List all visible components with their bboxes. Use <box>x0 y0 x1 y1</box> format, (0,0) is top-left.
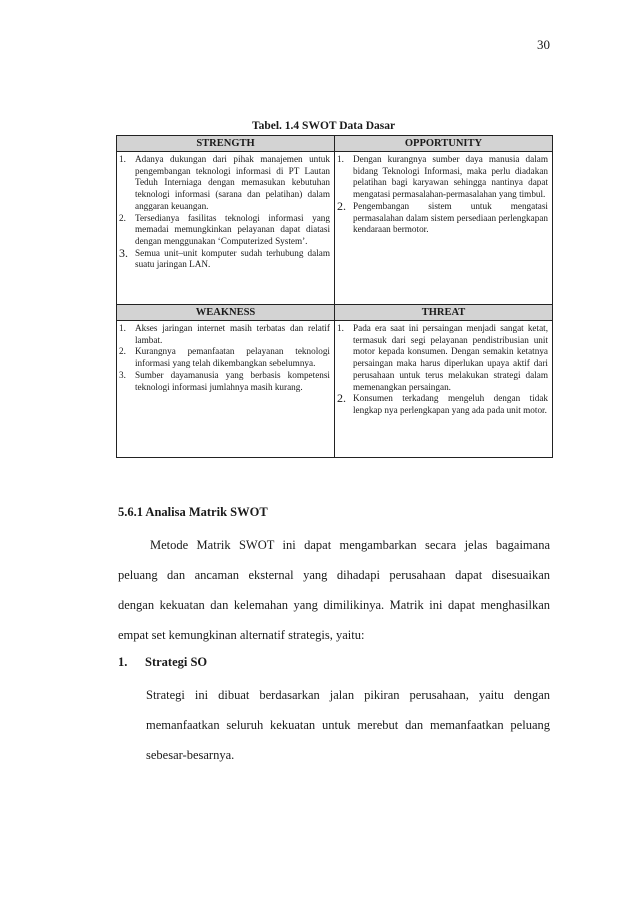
threat-item <box>335 323 548 393</box>
strength-item-number: 1. <box>119 154 126 164</box>
weakness-item-number: 2. <box>119 346 126 357</box>
strength-item <box>117 154 330 213</box>
opportunity-item-number: 1. <box>337 154 344 164</box>
weakness-item-text: Kurangnya pemanfaatan pelayanan teknologi informasi yang telah dikembangkan sebelumnya. <box>135 346 330 369</box>
strength-item-number: 2. <box>119 212 126 223</box>
strength-cell <box>117 152 335 305</box>
swot-table <box>116 135 553 458</box>
weakness-item-text: Sumber dayamanusia yang berbasis kompetensi teknologi informasi jumlahnya masih kurang. <box>135 369 330 392</box>
threat-item-number: 2. <box>337 391 346 406</box>
weakness-item-number: 1. <box>119 323 126 333</box>
list-item-title: Strategi SO <box>145 655 208 669</box>
list-item-number: 1. <box>118 655 128 669</box>
opportunity-item-text: Dengan kurangnya sumber daya manusia dalam bidang Teknologi Informasi, maka perlu diadakan pelatihan bagi karyawan sehingga nantinya dapat mengatasi permasalahan-permasalahan yang timbul. <box>353 154 548 200</box>
opportunity-item <box>335 154 548 201</box>
list-item-heading <box>118 655 207 670</box>
paragraph-line: dengan kekuatan dan kelemahan yang dimilikinya. Matrik ini dapat menghasilkan <box>118 598 550 612</box>
table-caption: Tabel. 1.4 SWOT Data Dasar <box>252 120 396 132</box>
strength-item <box>117 245 330 271</box>
threat-item-number: 1. <box>337 323 344 333</box>
paragraph-line: Metode Matrik SWOT ini dapat mengambarkan secara jelas bagaimana <box>150 538 550 552</box>
opportunity-item <box>335 198 548 236</box>
list-item-line: memanfaatkan seluruh kekuatan untuk merebut dan memanfaatkan peluang <box>146 718 550 732</box>
strength-item-text: Semua unit–unit komputer sudah terhubung dalam suatu jaringan LAN. <box>135 247 330 270</box>
paragraph-line: peluang dan ancaman eksternal yang dihadapi perusahaan dapat disesuaikan <box>118 568 550 582</box>
opportunity-header: OPPORTUNITY <box>335 136 553 152</box>
page-number: 30 <box>537 37 550 52</box>
weakness-item <box>117 323 330 346</box>
strength-item-text: Tersedianya fasilitas teknologi informasi yang memadai memungkinkan pelayanan dapat diatasi dengan menggunakan ‘Computerized System’. <box>135 212 330 246</box>
opportunity-cell <box>335 152 553 305</box>
paragraph-line: empat set kemungkinan alternatif strategis, yaitu: <box>118 628 365 642</box>
weakness-header: WEAKNESS <box>117 305 335 321</box>
strength-item-number: 3. <box>119 245 128 260</box>
weakness-item <box>117 346 330 369</box>
section-heading: 5.6.1 Analisa Matrik SWOT <box>118 505 268 519</box>
weakness-cell <box>117 321 335 458</box>
threat-item <box>335 393 548 416</box>
strength-item <box>117 213 330 248</box>
list-item-line: Strategi ini dibuat berdasarkan jalan pikiran perusahaan, yaitu dengan <box>146 688 550 702</box>
opportunity-item-text: Pengembangan sistem untuk mengatasi permasalahan dalam sistem persediaan perlengkapan kendaraan bermotor. <box>353 200 548 235</box>
list-item-line: sebesar-besarnya. <box>146 748 235 762</box>
threat-cell <box>335 321 553 458</box>
weakness-item-number: 3. <box>119 369 126 380</box>
strength-item-text: Adanya dukungan dari pihak manajemen untuk pengembangan teknologi informasi di PT Lautan Teduh Interniaga dengan memasukan kebutuhan teknologi informasi (sarana dan pelatihan) dalam anggaran keuangan. <box>135 154 330 211</box>
weakness-item <box>117 370 330 393</box>
threat-item-text: Konsumen terkadang mengeluh dengan tidak lengkap nya perlengkapan yang ada pada unit motor. <box>353 393 548 415</box>
strength-header: STRENGTH <box>117 136 335 152</box>
weakness-item-text: Akses jaringan internet masih terbatas dan relatif lambat. <box>135 323 330 345</box>
opportunity-item-number: 2. <box>337 198 346 213</box>
threat-item-text: Pada era saat ini persaingan menjadi sangat ketat, termasuk dari segi pelayanan pendistribusian unit motor kepada konsumen. Dengan semakin ketatnya persaingan maka harus diperlukan upaya aktif dari perusahaan untuk terus melakukan strategi dalam memenangkan persaingan. <box>353 323 548 392</box>
threat-header: THREAT <box>335 305 553 321</box>
